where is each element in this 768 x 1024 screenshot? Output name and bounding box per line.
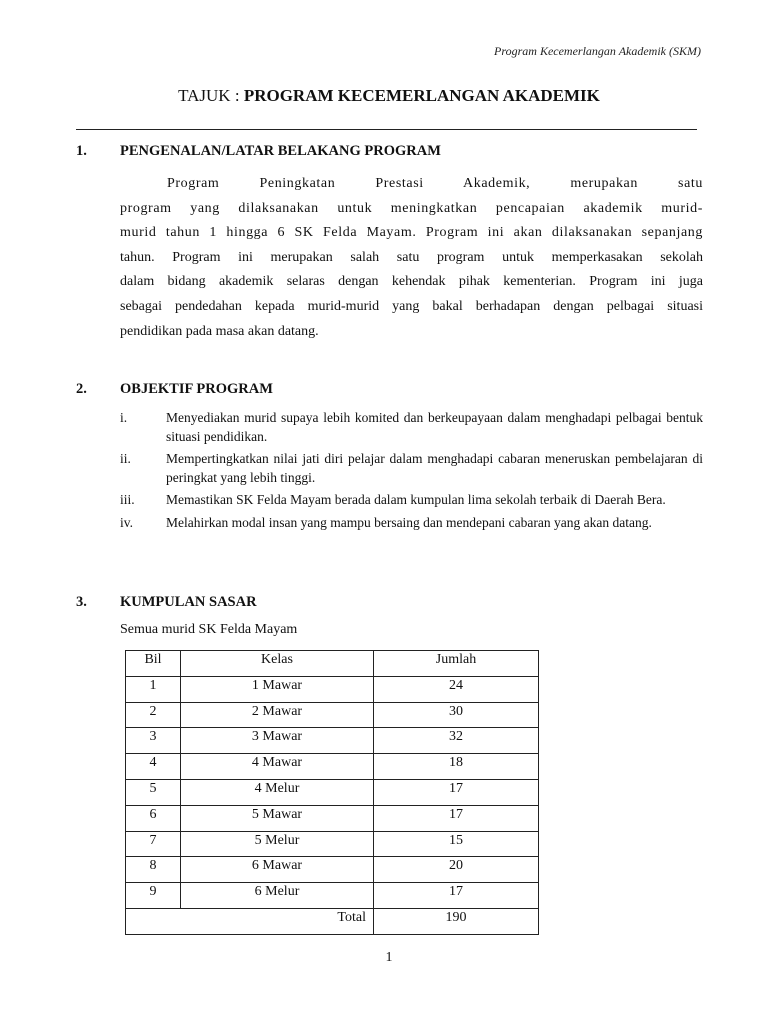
paragraph-line: tahun. Program ini merupakan salah satu program untuk memperkasakan sekolah [120,249,703,265]
table-row [126,779,539,805]
section-2-heading: OBJEKTIF PROGRAM [120,381,273,397]
table-cell: 6 Mawar [181,857,374,883]
table-cell: 18 [374,754,539,780]
list-item [120,491,703,510]
table-cell: 4 [126,754,181,780]
table-total-row [126,908,539,934]
objectives-list [120,409,703,536]
table-cell: 4 Melur [181,779,374,805]
page-number: 1 [385,950,393,965]
table-cell: 24 [374,676,539,702]
paragraph-line: murid tahun 1 hingga 6 SK Felda Mayam. Program ini akan dilaksanakan sepanjang [120,225,703,241]
table-cell: 5 Mawar [181,805,374,831]
table-header-cell: Kelas [181,651,374,677]
paragraph-line: pendidikan pada masa akan datang. [120,323,319,339]
table-cell: 5 Melur [181,831,374,857]
table-row [126,883,539,909]
table-header-cell: Jumlah [374,651,539,677]
total-label: Total [126,908,374,934]
list-item [120,450,703,487]
paragraph-line: program yang dilaksanakan untuk meningkatkan pencapaian akademik murid- [120,200,703,216]
list-item [120,409,703,446]
list-marker: iv. [120,514,133,530]
list-item [120,514,703,533]
table-cell: 2 Mawar [181,702,374,728]
table-row [126,754,539,780]
table-row [126,831,539,857]
table-header-row [126,651,539,677]
table-cell: 9 [126,883,181,909]
list-item-text: Menyediakan murid supaya lebih komited dan berkeupayaan dalam menghadapi pelbagai bentuk situasi pendidikan. [166,410,703,444]
section-1-number: 1. [76,143,87,159]
table-cell: 17 [374,805,539,831]
table-row [126,728,539,754]
section-3-heading: KUMPULAN SASAR [120,594,257,610]
list-item-text: Melahirkan modal insan yang mampu bersaing dan mendepani cabaran yang akan datang. [166,514,652,530]
paragraph-line: dalam bidang akademik selaras dengan kehendak pihak kementerian. Program ini juga [120,274,703,290]
table-cell: 15 [374,831,539,857]
list-item-text: Mempertingkatkan nilai jati diri pelajar dalam menghadapi cabaran meneruskan pembelajaran di peringkat yang lebih tinggi. [166,451,703,485]
table-cell: 30 [374,702,539,728]
table-cell: 1 [126,676,181,702]
table-cell: 17 [374,779,539,805]
table-cell: 4 Mawar [181,754,374,780]
title-rule [76,129,697,130]
table-row [126,676,539,702]
table-cell: 20 [374,857,539,883]
table-cell: 5 [126,779,181,805]
table-cell: 3 Mawar [181,728,374,754]
target-group-table [125,650,539,935]
table-cell: 6 Melur [181,883,374,909]
list-marker: ii. [120,451,131,466]
table-cell: 1 Mawar [181,676,374,702]
total-value: 190 [374,908,539,934]
title-prefix: TAJUK : [178,86,244,105]
table-cell: 3 [126,728,181,754]
table-cell: 32 [374,728,539,754]
table-cell: 7 [126,831,181,857]
section-3-number: 3. [76,594,87,610]
table-cell: 17 [374,883,539,909]
document-title [0,86,768,106]
list-marker: i. [120,410,128,425]
paragraph-line: Program Peningkatan Prestasi Akademik, merupakan satu [167,176,703,191]
table-cell: 6 [126,805,181,831]
table-row [126,857,539,883]
section-3-intro: Semua murid SK Felda Mayam [120,622,298,637]
section-1-heading: PENGENALAN/LATAR BELAKANG PROGRAM [120,143,441,159]
title-main: PROGRAM KECEMERLANGAN AKADEMIK [243,86,600,105]
section-2-number: 2. [76,381,87,397]
table-row [126,702,539,728]
table-row [126,805,539,831]
table-cell: 8 [126,857,181,883]
table-header-cell: Bil [126,651,181,677]
list-marker: iii. [120,492,135,507]
running-header: Program Kecemerlangan Akademik (SKM) [494,44,701,58]
list-item-text: Memastikan SK Felda Mayam berada dalam kumpulan lima sekolah terbaik di Daerah Bera. [166,492,666,507]
paragraph-line: sebagai pendedahan kepada murid-murid yang bakal berhadapan dengan pelbagai situasi [120,298,703,314]
section-1-paragraph [120,172,703,344]
table-cell: 2 [126,702,181,728]
